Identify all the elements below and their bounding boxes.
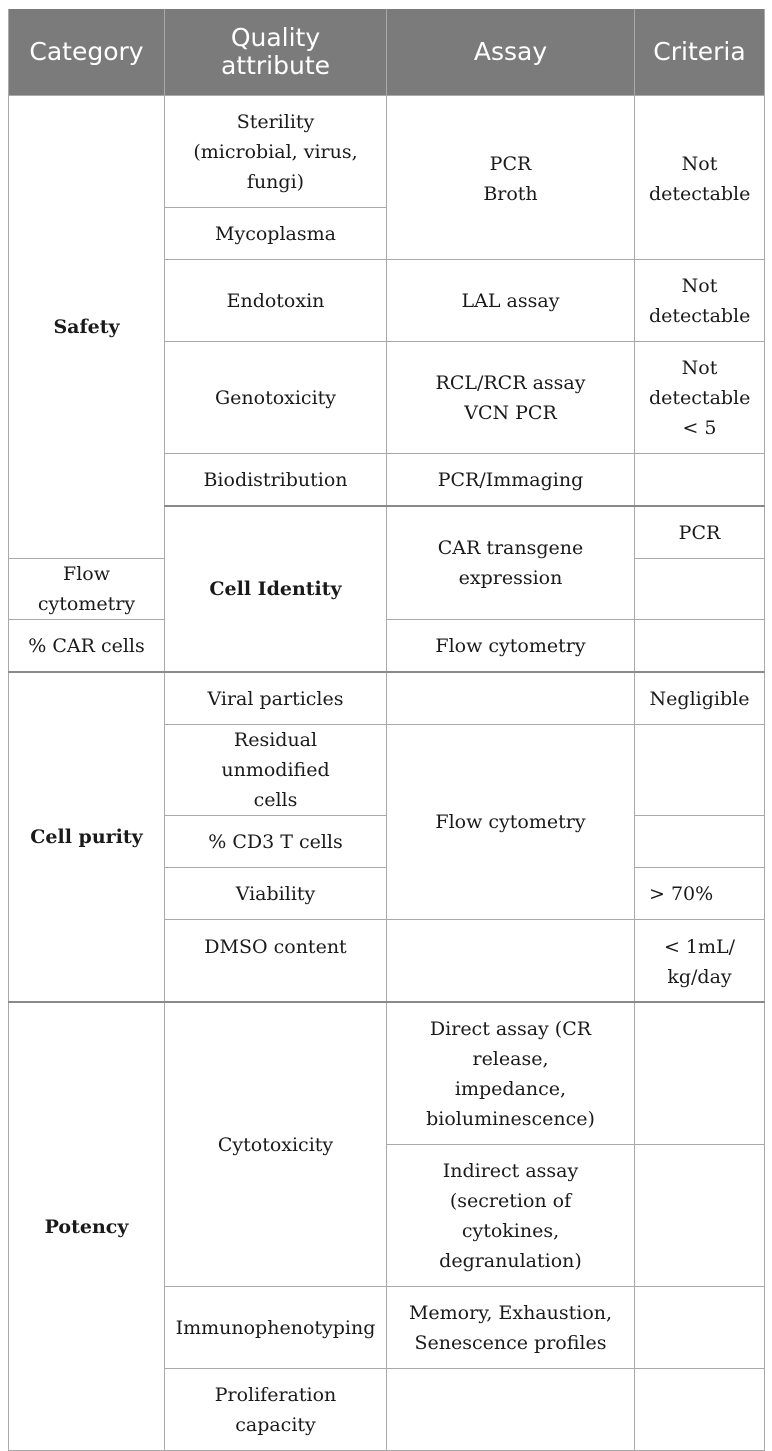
- criteria-residual-cells: [635, 725, 765, 816]
- assay-biodistribution: PCR/Immaging: [387, 454, 635, 507]
- assay-car-pcr: PCR: [635, 506, 765, 559]
- category-cell-identity: Cell Identity: [165, 506, 387, 672]
- criteria-biodistribution: [635, 454, 765, 507]
- criteria-proliferation: [635, 1369, 765, 1451]
- criteria-not-detectable: Not detectable: [649, 356, 751, 409]
- assay-viral-particles: [387, 672, 635, 725]
- category-cell-purity: Cell purity: [9, 672, 165, 1002]
- criteria-viability: > 70%: [635, 868, 765, 920]
- attribute-dmso: DMSO content: [165, 920, 387, 1003]
- attribute-immunophenotyping: Immunophenotyping: [165, 1287, 387, 1369]
- criteria-immunophenotyping: [635, 1287, 765, 1369]
- header-assay: Assay: [387, 9, 635, 96]
- criteria-pct-car: [635, 620, 765, 673]
- assay-direct: Direct assay (CR release, impedance, bioluminescence): [387, 1002, 635, 1145]
- attribute-cytotoxicity: Cytotoxicity: [165, 1002, 387, 1287]
- attribute-residual-cells: Residual unmodified cells: [165, 725, 387, 816]
- quality-attributes-table: [8, 9, 765, 1451]
- attribute-car-transgene: CAR transgene expression: [387, 506, 635, 620]
- attribute-mycoplasma: Mycoplasma: [165, 208, 387, 260]
- criteria-genotoxicity: [635, 342, 765, 454]
- attribute-viral-particles: Viral particles: [165, 672, 387, 725]
- assay-endotoxin: LAL assay: [387, 260, 635, 342]
- table-row: [9, 96, 765, 208]
- criteria-indirect: [635, 1145, 765, 1287]
- table-row: [9, 620, 765, 673]
- criteria-cd3: [635, 816, 765, 868]
- attribute-pct-car: % CAR cells: [9, 620, 165, 673]
- attribute-cd3: % CD3 T cells: [165, 816, 387, 868]
- table-row: [9, 1002, 765, 1145]
- assay-pcr: PCR: [489, 153, 532, 175]
- attribute-viability: Viability: [165, 868, 387, 920]
- criteria-less-than-5: < 5: [682, 416, 717, 439]
- criteria-direct: [635, 1002, 765, 1145]
- assay-flow-cytometry-shared: Flow cytometry: [387, 725, 635, 920]
- assay-dmso: [387, 920, 635, 1003]
- header-quality-attribute: Quality attribute: [165, 9, 387, 96]
- assay-broth: Broth: [483, 183, 538, 205]
- header-category: Category: [9, 9, 165, 96]
- assay-sterility-mycoplasma: [387, 96, 635, 260]
- criteria-endotoxin: Not detectable: [635, 260, 765, 342]
- assay-proliferation: [387, 1369, 635, 1451]
- table-row: [9, 672, 765, 725]
- header-criteria: Criteria: [635, 9, 765, 96]
- category-safety: Safety: [9, 96, 165, 559]
- assay-genotoxicity: [387, 342, 635, 454]
- assay-immunophenotyping: Memory, Exhaustion, Senescence profiles: [387, 1287, 635, 1369]
- attribute-proliferation: Proliferation capacity: [165, 1369, 387, 1451]
- assay-rcl-rcr: RCL/RCR assay: [435, 371, 586, 394]
- assay-vcn-pcr: VCN PCR: [464, 401, 557, 424]
- header-row: [9, 9, 765, 96]
- qc-table-wrapper: [8, 9, 765, 1451]
- assay-pct-car: Flow cytometry: [387, 620, 635, 673]
- attribute-biodistribution: Biodistribution: [165, 454, 387, 507]
- criteria-dmso: < 1mL/ kg/day: [635, 920, 765, 1003]
- attribute-genotoxicity: Genotoxicity: [165, 342, 387, 454]
- attribute-sterility: Sterility (microbial, virus, fungi): [165, 96, 387, 208]
- assay-car-flow: Flow cytometry: [9, 559, 165, 620]
- criteria-sterility-mycoplasma: Not detectable: [635, 96, 765, 260]
- attribute-endotoxin: Endotoxin: [165, 260, 387, 342]
- assay-indirect: Indirect assay (secretion of cytokines, degranulation): [387, 1145, 635, 1287]
- category-potency: Potency: [9, 1002, 165, 1451]
- criteria-viral-particles: Negligible: [635, 672, 765, 725]
